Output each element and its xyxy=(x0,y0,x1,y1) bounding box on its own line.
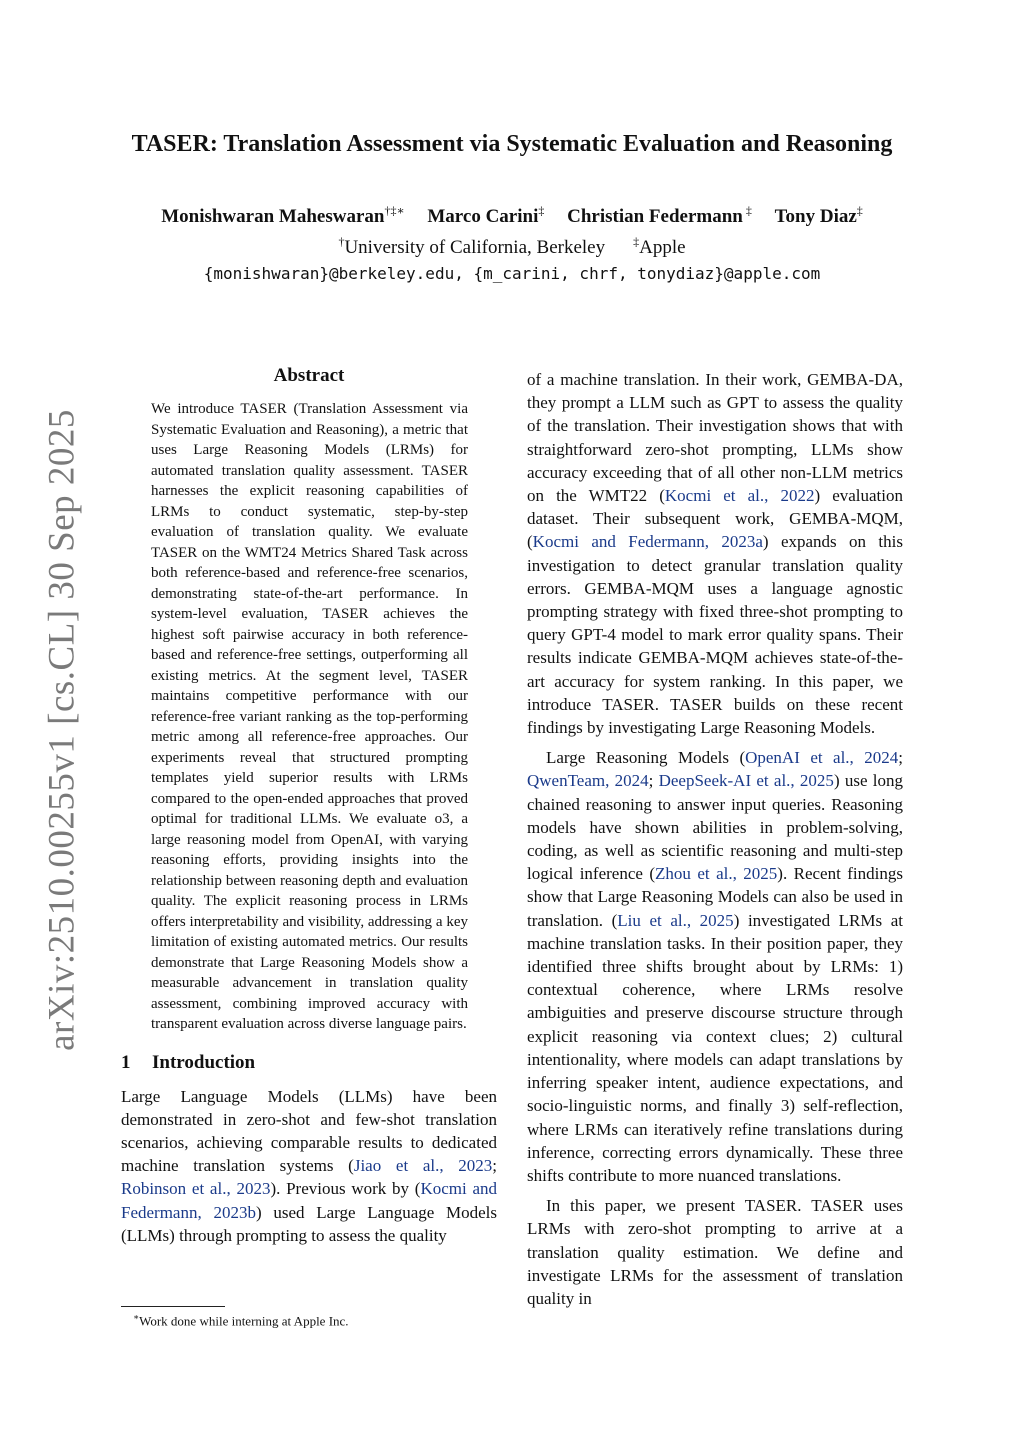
citation-link[interactable]: Zhou et al., 2025 xyxy=(655,864,778,884)
author: Christian Federmann ‡ xyxy=(567,204,752,228)
left-column xyxy=(121,365,497,1247)
affiliation: †University of California, Berkeley xyxy=(338,235,606,259)
arxiv-id-text: arXiv:2510.00255v1 [cs.CL] 30 Sep 2025 xyxy=(41,409,83,1051)
body-paragraph: of a machine translation. In their work, GEMBA-DA, they prompt a LLM such as GPT to assess the quality of the translation. Their investigation shows that with straightforward zero-shot prompting, LLMs show accuracy exceeding that of all other non-LLM metrics on the WMT22 (Kocmi et al., 2022) evaluation dataset. Their subsequent work, GEMBA-MQM, (Kocmi and Federmann, 2023a) expands on this investigation to detect granular translation quality errors. GEMBA-MQM uses a language agnostic prompting strategy with fixed three-shot prompting to query GPT-4 model to mark error quality spans. Their results indicate GEMBA-MQM achieves state-of-the-art accuracy for system ranking. In this paper, we introduce TASER. TASER builds on these recent findings by investigating Large Reasoning Models. xyxy=(527,370,903,738)
citation-link[interactable]: QwenTeam, 2024 xyxy=(527,771,649,791)
paper-title: TASER: Translation Assessment via Systematic Evaluation and Reasoning xyxy=(131,131,893,157)
author: Marco Carini‡ xyxy=(427,204,545,228)
author: Tony Diaz‡ xyxy=(774,204,863,228)
body-paragraph: In this paper, we present TASER. TASER uses LRMs with zero-shot prompting to arrive at a translation quality estimation. We define and investigate LRMs for the assessment of translation quality in xyxy=(527,1196,903,1308)
affiliation: ‡Apple xyxy=(633,235,686,259)
intro-paragraph: Large Language Models (LLMs) have been demonstrated in zero-shot and few-shot translation scenarios, achieving comparable results to dedicated machine translation systems (Jiao et al., 2023; Robinson et al., 2023). Previous work by (Kocmi and Federmann, 2023b) used Large Language Models (LLMs) through prompting to assess the quality xyxy=(121,1086,497,1245)
section-heading-introduction: 1 Introduction xyxy=(121,1051,256,1073)
footnote: ∗Work done while interning at Apple Inc. xyxy=(133,1312,349,1329)
author-emails: {monishwaran}@berkeley.edu, {m_carini, chrf, tonydiaz}@apple.com xyxy=(203,264,821,283)
citation-link[interactable]: Kocmi and Federmann, 2023a xyxy=(532,532,763,552)
abstract-text: We introduce TASER (Translation Assessment via Systematic Evaluation and Reasoning), a metric that uses Large Reasoning Models (LRMs) for automated translation quality assessment. TASER harnesses the explicit reasoning capabilities of LRMs to conduct systematic, step-by-step evaluation of translation quality. We evaluate TASER on the WMT24 Metrics Shared Task across both reference-based and reference-free scenarios, demonstrating state-of-the-art performance. In system-level evaluation, TASER achieves the highest soft pairwise accuracy in both reference-based and reference-free settings, outperforming all existing metrics. At the segment level, TASER maintains competitive performance with our reference-free variant ranking as the top-performing metric among all reference-free approaches. Our experiments reveal that structured prompting templates yield superior results with LRMs compared to the open-ended approaches that proved optimal for traditional LLMs. We evaluate o3, a large reasoning model from OpenAI, with varying reasoning efforts, providing insights into the relationship between reasoning depth and evaluation quality. The explicit reasoning process in LRMs offers interpretability and visibility, addressing a key limitation of existing automated metrics. Our results demonstrate that Large Reasoning Models show a measurable advancement in translation quality assessment, combining improved accuracy with transparent evaluation across diverse language pairs. xyxy=(151,401,468,1032)
abstract-heading: Abstract xyxy=(273,365,345,386)
body-paragraph: Large Reasoning Models (OpenAI et al., 2024; QwenTeam, 2024; DeepSeek-AI et al., 2025) use long chained reasoning to answer input queries. Reasoning models have shown abilities in problem-solving, coding, as well as scientific reasoning and multi-step logical inference (Zhou et al., 2025). Recent findings show that Large Reasoning Models can also be used in translation. (Liu et al., 2025) investigated LRMs at machine translation tasks. In their position paper, they identified three shifts brought about by LRMs: 1) contextual coherence, where LRMs resolve ambiguities and preserve discourse structure through explicit reasoning via context clues; 2) cultural intentionality, where models can adapt translations by inferring speaker intent, audience expectations, and socio-linguistic norms, and finally 3) self-reflection, where LRMs can iteratively refine translations during inference, correcting errors dynamically. These three shifts contribute to more nuanced translations. xyxy=(527,748,903,1185)
author-list xyxy=(0,204,1024,228)
author: Monishwaran Maheswaran†‡∗ xyxy=(161,204,405,228)
citation-link[interactable]: Kocmi and Federmann, 2023b xyxy=(121,1179,497,1222)
citation-link[interactable]: Liu et al., 2025 xyxy=(617,910,734,930)
footnote-divider xyxy=(121,1306,225,1307)
citation-link[interactable]: DeepSeek-AI et al., 2025 xyxy=(658,771,834,791)
citation-link[interactable]: Jiao et al., 2023 xyxy=(353,1156,493,1176)
right-column xyxy=(527,368,903,1310)
citation-link[interactable]: Robinson et al., 2023 xyxy=(121,1179,271,1199)
affiliations xyxy=(0,235,1024,259)
citation-link[interactable]: Kocmi et al., 2022 xyxy=(664,486,815,506)
citation-link[interactable]: OpenAI et al., 2024 xyxy=(745,748,899,768)
